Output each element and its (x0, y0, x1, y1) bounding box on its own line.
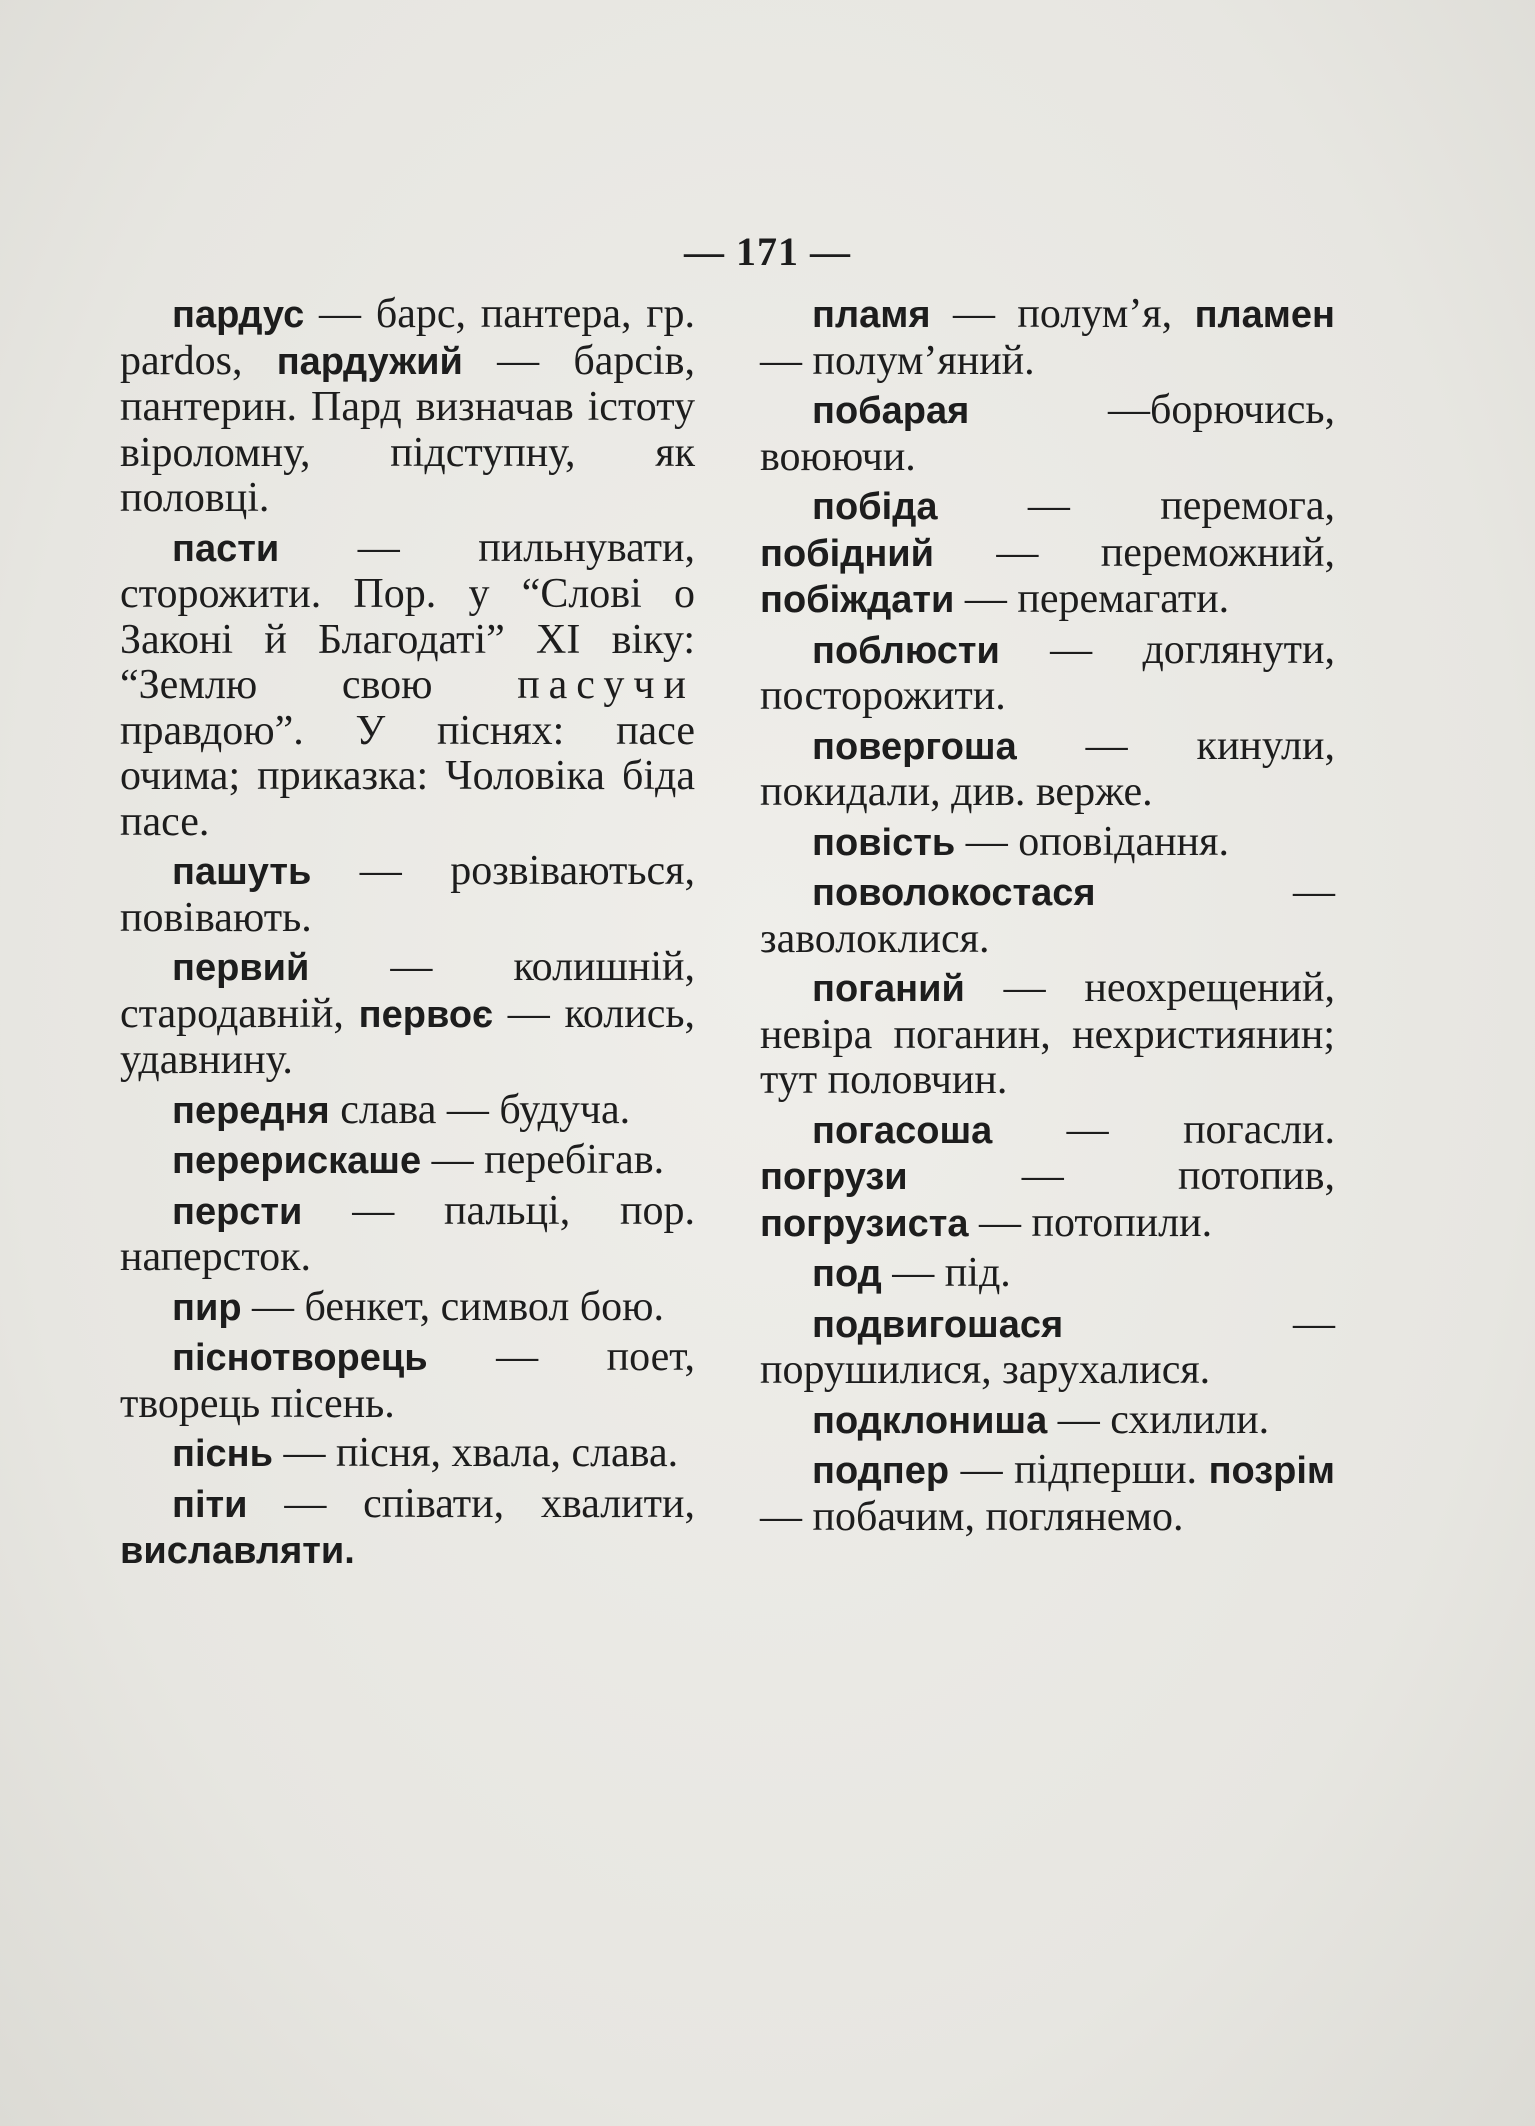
definition-text: — пильнувати, сторожити. Пор. у “Слові о Законі й Благодаті” XI віку: “Землю свою (120, 524, 695, 708)
headword: побіда (812, 486, 938, 528)
headword: поволокостася (812, 872, 1096, 914)
headword: побідний (760, 532, 934, 575)
dictionary-entry (760, 870, 1335, 962)
headword: передня (172, 1089, 330, 1132)
dictionary-entry (760, 1108, 1335, 1248)
definition-text: — погасли. (992, 1106, 1335, 1153)
definition-text: — заволоклися. (760, 869, 1335, 962)
headword: подклониша (812, 1399, 1048, 1442)
dictionary-entry (760, 966, 1335, 1104)
definition-text: — барсів, пантерин. Пард визначав істоту віроломну, підступну, як половці. (120, 337, 695, 521)
headword: пардужий (276, 340, 463, 383)
definition-text: — підперши. (949, 1447, 1209, 1493)
dictionary-entry (760, 724, 1335, 816)
dictionary-entry (760, 820, 1335, 867)
dictionary-entry (760, 1302, 1335, 1394)
headword: повергоша (812, 725, 1017, 768)
definition-text: —борючись, воюючи. (760, 387, 1335, 480)
definition-text: — кинули, покидали, див. верже. (760, 722, 1335, 815)
definition-text: — колись, удавнину. (120, 990, 696, 1083)
headword: пашуть (172, 851, 312, 893)
headword: погрузиста (760, 1202, 969, 1245)
definition-text: — потопив, (907, 1153, 1335, 1199)
dictionary-entry (120, 1335, 695, 1427)
headword: подпер (812, 1450, 950, 1492)
definition-text: — бенкет, символ бою. (241, 1283, 665, 1330)
definition-text: — перемога, (937, 483, 1335, 529)
definition-text: — переможний, (934, 529, 1335, 576)
dictionary-entry (760, 628, 1335, 720)
headword: подвигошася (812, 1303, 1064, 1346)
dictionary-entry (120, 1285, 695, 1332)
headword: позрім (1208, 1450, 1335, 1492)
headword: поганий (812, 968, 965, 1010)
definition-text: — пісня, хвала, слава. (272, 1430, 679, 1476)
dictionary-entry (760, 388, 1335, 480)
headword: пир (172, 1286, 242, 1329)
headword: побарая (812, 390, 970, 432)
dictionary-entry (120, 1138, 695, 1185)
dictionary-entry (120, 292, 695, 522)
spaced-emphasis: пасучи (517, 662, 695, 708)
page-number: — 171 — (684, 229, 851, 274)
headword: под (812, 1253, 882, 1295)
definition-text: — перебігав. (421, 1137, 665, 1183)
headword: повість (812, 821, 956, 864)
left-column (120, 292, 695, 1579)
definition-text: — потопили. (968, 1199, 1213, 1246)
headword: піти (172, 1483, 248, 1526)
definition-text: слава — будуча. (329, 1086, 631, 1133)
headword: пламя (812, 294, 931, 336)
headword: піснь (172, 1433, 273, 1475)
headword: піснотворець (172, 1337, 428, 1379)
definition-text: — полум’яний. (760, 337, 1035, 384)
dictionary-entry (120, 945, 695, 1084)
headword: виславляти. (120, 1530, 355, 1572)
dictionary-entry (120, 1431, 695, 1478)
dictionary-entry (760, 1448, 1335, 1540)
definition-text: — поет, творець пісень. (120, 1334, 695, 1427)
definition-text: — колишній, стародавній, (120, 944, 695, 1037)
headword: персти (172, 1190, 303, 1233)
dictionary-entry (120, 526, 695, 846)
dictionary-entry (120, 849, 695, 941)
dictionary-entry (760, 1251, 1335, 1298)
dictionary-entry (120, 1088, 695, 1135)
definition-text: — співати, хвалити, (247, 1480, 695, 1527)
definition-text: — під. (881, 1250, 1011, 1296)
headword: поблюсти (812, 629, 1000, 672)
definition-text: — пальці, пор. наперсток. (120, 1187, 695, 1280)
dictionary-entry (760, 292, 1335, 384)
definition-text: — доглянути, посторожити. (760, 626, 1335, 719)
headword: перерискаше (172, 1140, 422, 1182)
definition-text: — барс, пантера, гр. pardos, (120, 291, 695, 384)
headword: первоє (358, 993, 494, 1036)
definition-text: — схилили. (1047, 1396, 1270, 1443)
definition-text: — оповідання. (955, 818, 1229, 865)
headword: пардус (172, 294, 305, 336)
definition-text: — неохрещений, невіра поганин, нехристиянин; тут половчин. (760, 965, 1335, 1103)
dictionary-entry (760, 1398, 1335, 1445)
definition-text: правдою”. У піснях: пасе очима; приказка: Чоловіка біда пасе. (120, 707, 695, 845)
definition-text: — побачим, поглянемо. (760, 1493, 1184, 1540)
headword: пламен (1194, 294, 1335, 336)
definition-text: — полум’я, (930, 291, 1195, 337)
headword: погрузи (760, 1156, 908, 1198)
right-column (760, 292, 1335, 1544)
definition-text: — порушилися, зарухалися. (760, 1300, 1335, 1393)
headword: погасоша (812, 1109, 993, 1152)
dictionary-entry (760, 484, 1335, 624)
headword: пасти (172, 527, 280, 570)
headword: побіждати (760, 579, 955, 621)
headword: первий (172, 947, 310, 989)
definition-text: — перемагати. (954, 576, 1230, 622)
definition-text: — розвіваються, повівають. (120, 848, 695, 941)
dictionary-entry (120, 1482, 695, 1575)
dictionary-entry (120, 1189, 695, 1281)
